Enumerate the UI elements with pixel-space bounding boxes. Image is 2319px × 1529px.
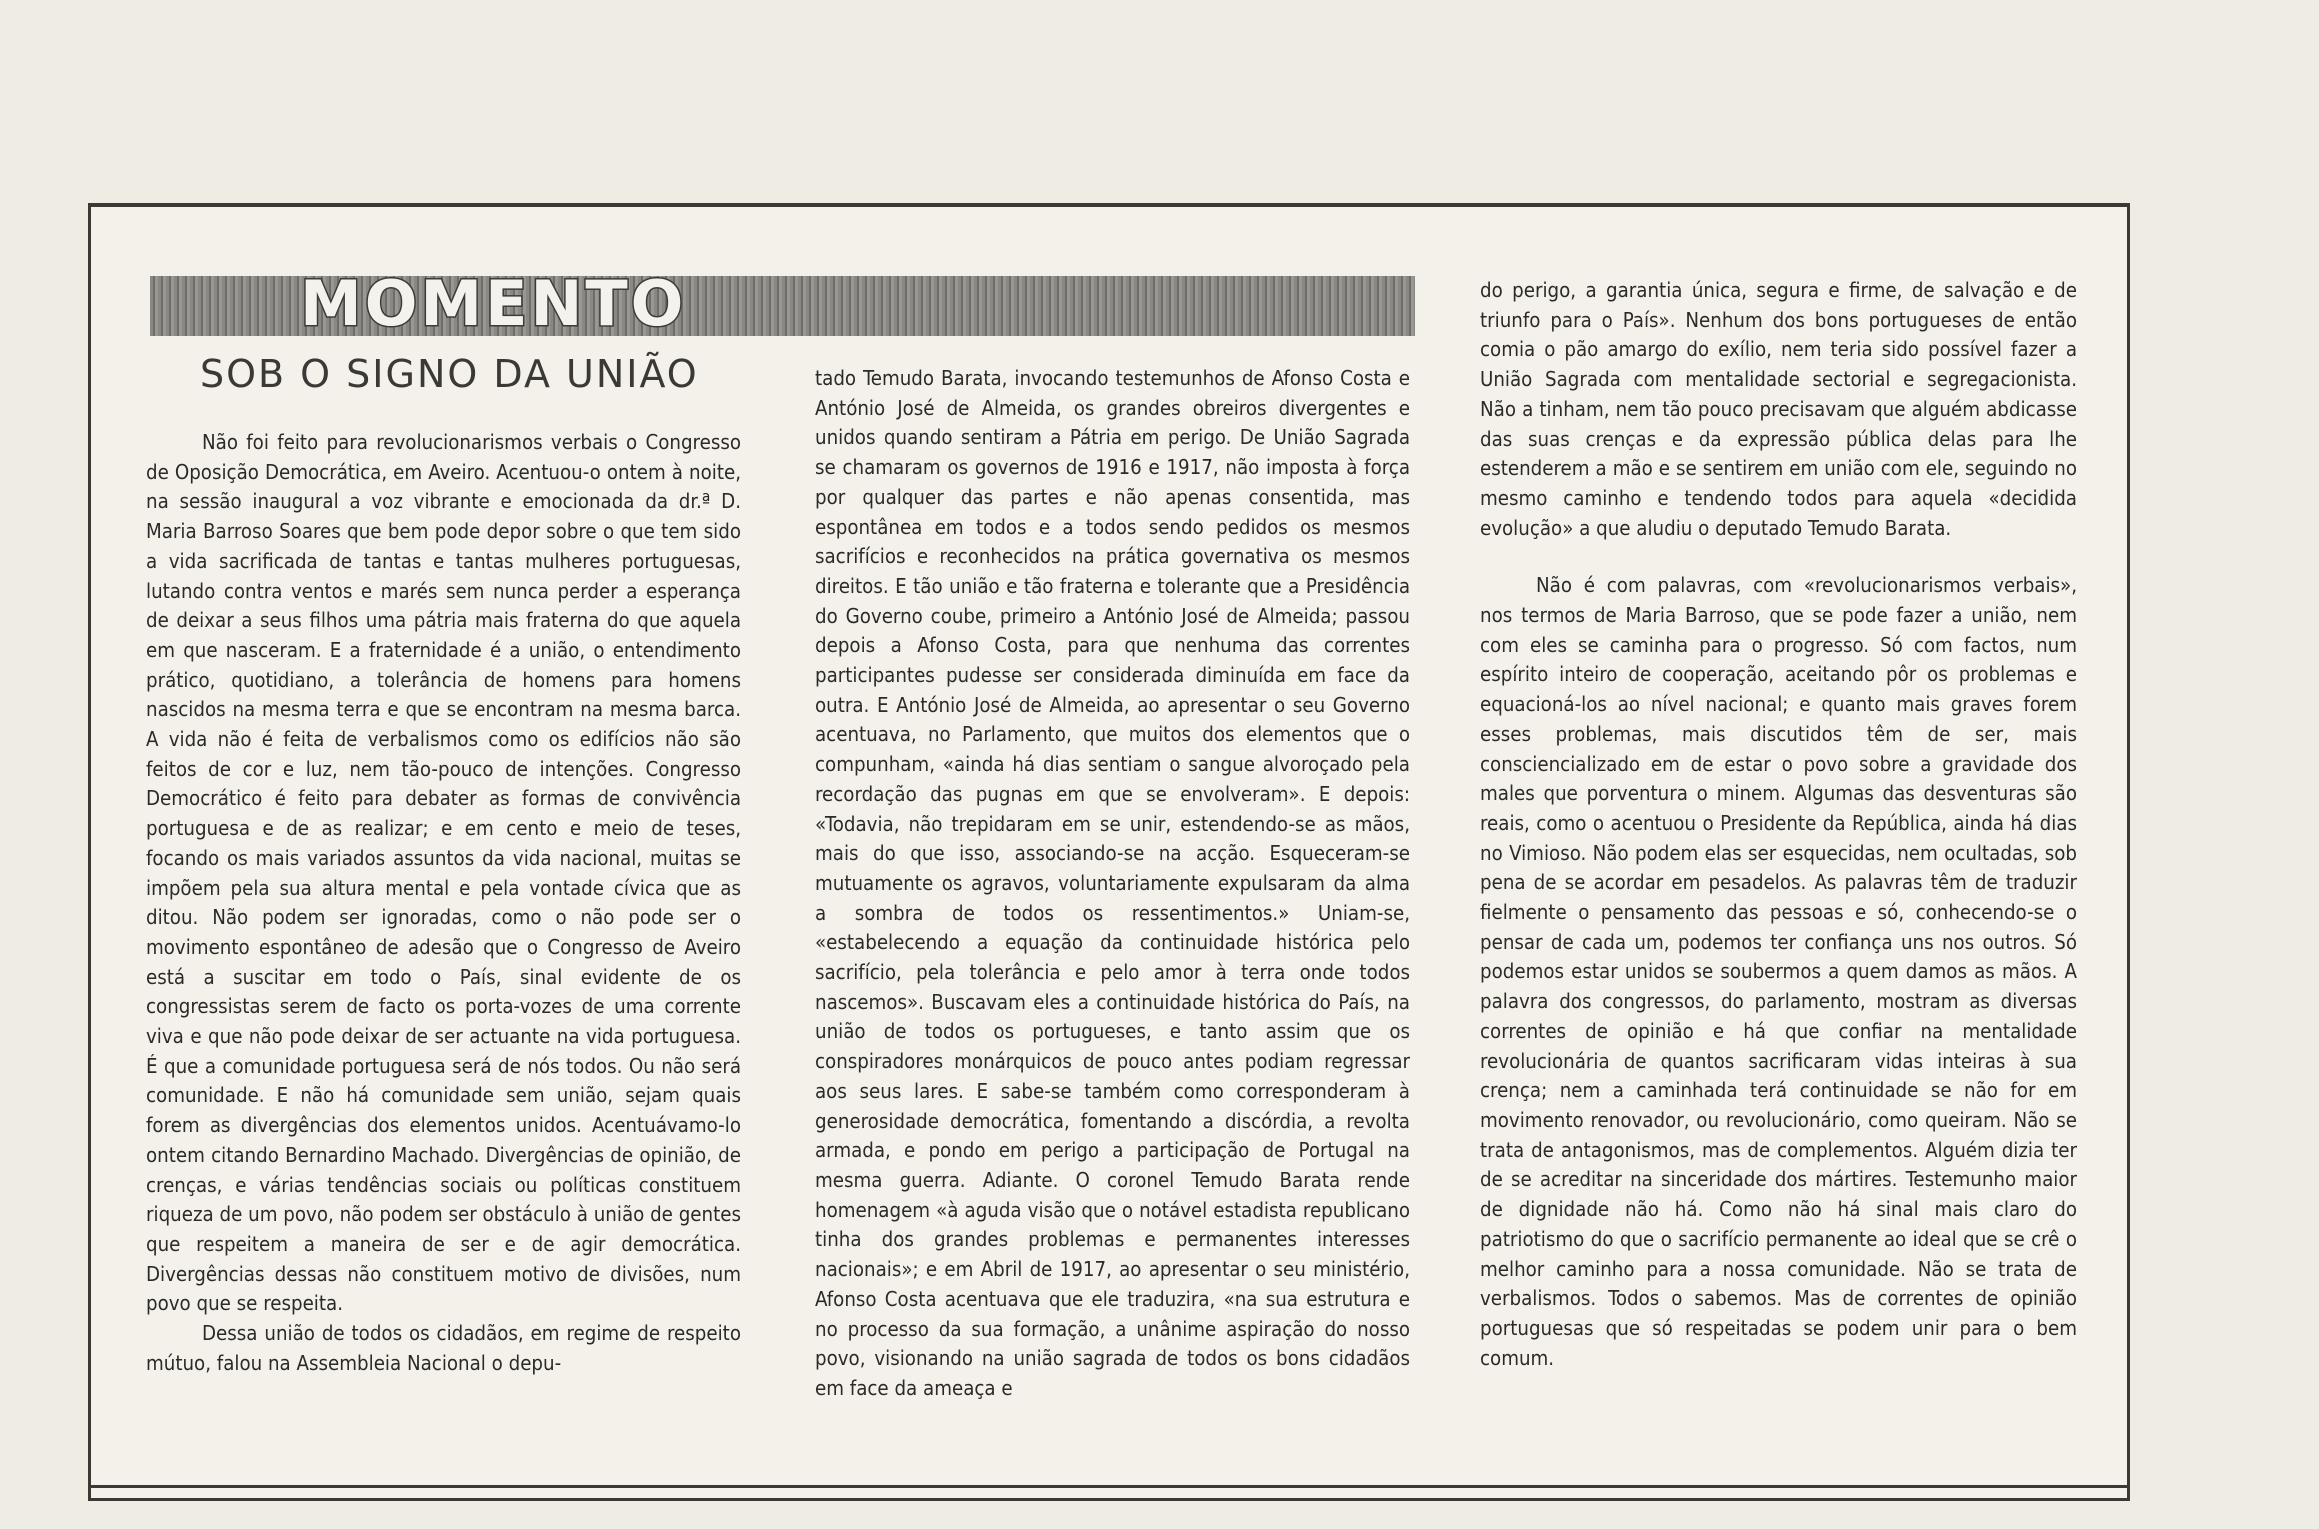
paragraph: Dessa união de todos os cidadãos, em regime de respeito mútuo, falou na Assembleia Nacional o depu- [146,1321,741,1375]
article-column-2 [815,364,1410,1404]
paragraph: Não foi feito para revolucionarismos verbais o Congresso de Oposição Democrática, em Aveiro. Acentuou-o ontem à noite, na sessão inaugural a voz vibrante e emocionada da dr.ª D. Maria Barroso Soares que bem pode depor sobre o que tem sido a vida sacrificada de tantas e tantas mulheres portuguesas, lutando contra ventos e marés sem nunca perder a esperança de deixar a seus filhos uma pátria mais fraterna do que aquela em que nasceram. E a fraternidade é a união, o entendimento prático, quotidiano, a tolerância de homens para homens nascidos na mesma terra e que se encontram na mesma barca. A vida não é feita de verbalismos como os edifícios não são feitos de cor e luz, nem tão-pouco de intenções. Congresso Democrático é feito para debater as formas de convivência portuguesa e de as realizar; e em cento e meio de teses, focando os mais variados assuntos da vida nacional, muitas se impõem pela sua altura mental e pela vontade cívica que as ditou. Não podem ser ignoradas, como o não pode ser o movimento espontâneo de adesão que o Congresso de Aveiro está a suscitar em todo o País, sinal evidente de os congressistas serem de facto os porta-vozes de uma corrente viva e que não pode deixar de ser actuante na vida portuguesa. É que a comunidade portuguesa será de nós todos. Ou não será comunidade. E não há comunidade sem união, sejam quais forem as divergências dos elementos unidos. Acentuávamo-lo ontem citando Bernardino Machado. Divergências de opinião, de crenças, e várias tendências sociais ou políticas constituem riqueza de um povo, não podem ser obstáculo à união de gentes que respeitem a maneira de ser e de agir democrática. Divergências dessas não constituem motivo de divisões, num povo que se respeita. [146,430,741,1316]
article-column-1 [146,428,741,1379]
article-column-3 [1480,276,2077,1373]
paragraph: do perigo, a garantia única, segura e firme, de salvação e de triunfo para o País». Nenhum dos bons portugueses de então comia o pão amargo do exílio, nem teria sido possível fazer a União Sagrada com mentalidade sectorial e segregacionista. Não a tinham, nem tão pouco precisavam que alguém abdicasse das suas crenças e da expressão pública delas para lhe estenderem a mão e se sentirem em união com ele, seguindo no mesmo caminho e tendendo todos para aquela «decidida evolução» a que aludiu o deputado Temudo Barata. [1480,278,2077,540]
masthead-label: MOMENTO [300,267,687,340]
paragraph: Não é com palavras, com «revolucionarismos verbais», nos termos de Maria Barroso, que se pode fazer a união, nem com eles se caminha para o progresso. Só com factos, num espírito inteiro de cooperação, aceitando pôr os problemas e equacioná-los ao nível nacional; e quanto mais graves forem esses problemas, mais discutidos têm de ser, mais consciencializado em de estar o povo sobre a gravidade dos males que porventura o minem. Algumas das desventuras são reais, como o acentuou o Presidente da República, ainda há dias no Vimioso. Não podem elas ser esquecidas, nem ocultadas, sob pena de se acordar em pesadelos. As palavras têm de traduzir fielmente o pensamento das pessoas e só, conhecendo-se o pensar de cada um, podemos ter confiança uns nos outros. Só podemos estar unidos se soubermos a quem damos as mãos. A palavra dos congressos, do parlamento, mostram as diversas correntes de opinião e há que confiar na mentalidade revolucionária de quantos sacrificaram vidas inteiras à sua crença; nem a caminhada terá continuidade se não for em movimento renovador, ou revolucionário, como queiram. Não se trata de antagonismos, mas de complementos. Alguém dizia ter de se acreditar na sinceridade dos mártires. Testemunho maior de dignidade não há. Como não há sinal mais claro do patriotismo do que o sacrifício permanente ao ideal que se crê o melhor caminho para a nossa comunidade. Não se trata de verbalismos. Todos o sabemos. Mas de correntes de opinião portuguesas que só respeitadas se podem unir para o bem comum. [1480,573,2077,1370]
article-title: SOB O SIGNO DA UNIÃO [200,352,699,396]
paragraph-gap [1480,543,2077,571]
paragraph: tado Temudo Barata, invocando testemunhos de Afonso Costa e António José de Almeida, os grandes obreiros divergentes e unidos quando sentiram a Pátria em perigo. De União Sagrada se chamaram os governos de 1916 e 1917, não imposta à força por qualquer das partes e não apenas consentida, mas espontânea em todos e a todos sendo pedidos os mesmos sacrifícios e reconhecidos na prática governativa os mesmos direitos. E tão união e tão fraterna e tolerante que a Presidência do Governo coube, primeiro a António José de Almeida; passou depois a Afonso Costa, para que nenhuma das correntes participantes pudesse ser considerada diminuída em face da outra. E António José de Almeida, ao apresentar o seu Governo acentuava, no Parlamento, que muitos dos elementos que o compunham, «ainda há dias sentiam o sangue alvoroçado pela recordação das pugnas em que se envolveram». E depois: «Todavia, não trepidaram em se unir, estendendo-se as mãos, mais do que isso, associando-se na acção. Esqueceram-se mutuamente os agravos, voluntariamente expulsaram da alma a sombra de todos os ressentimentos.» Uniam-se, «estabelecendo a equação da continuidade histórica pelo sacrifício, pela tolerância e pelo amor à terra onde todos nascemos». Buscavam eles a continuidade histórica do País, na união de todos os portugueses, e tanto assim que os conspiradores monárquicos de pouco antes podiam regressar aos seus lares. E sabe-se também como corresponderam à generosidade democrática, fomentando a discórdia, a revolta armada, e pondo em perigo a participação de Portugal na mesma guerra. Adiante. O coronel Temudo Barata rende homenagem «à aguda visão que o notável estadista republicano tinha dos grandes problemas e permanentes interesses nacionais»; e em Abril de 1917, ao apresentar o seu ministério, Afonso Costa acentuava que ele traduzira, «na sua estrutura e no processo da sua formação, a unânime aspiração do nosso povo, visionando na união sagrada de todos os bons cidadãos em face da ameaça e [815,366,1410,1400]
